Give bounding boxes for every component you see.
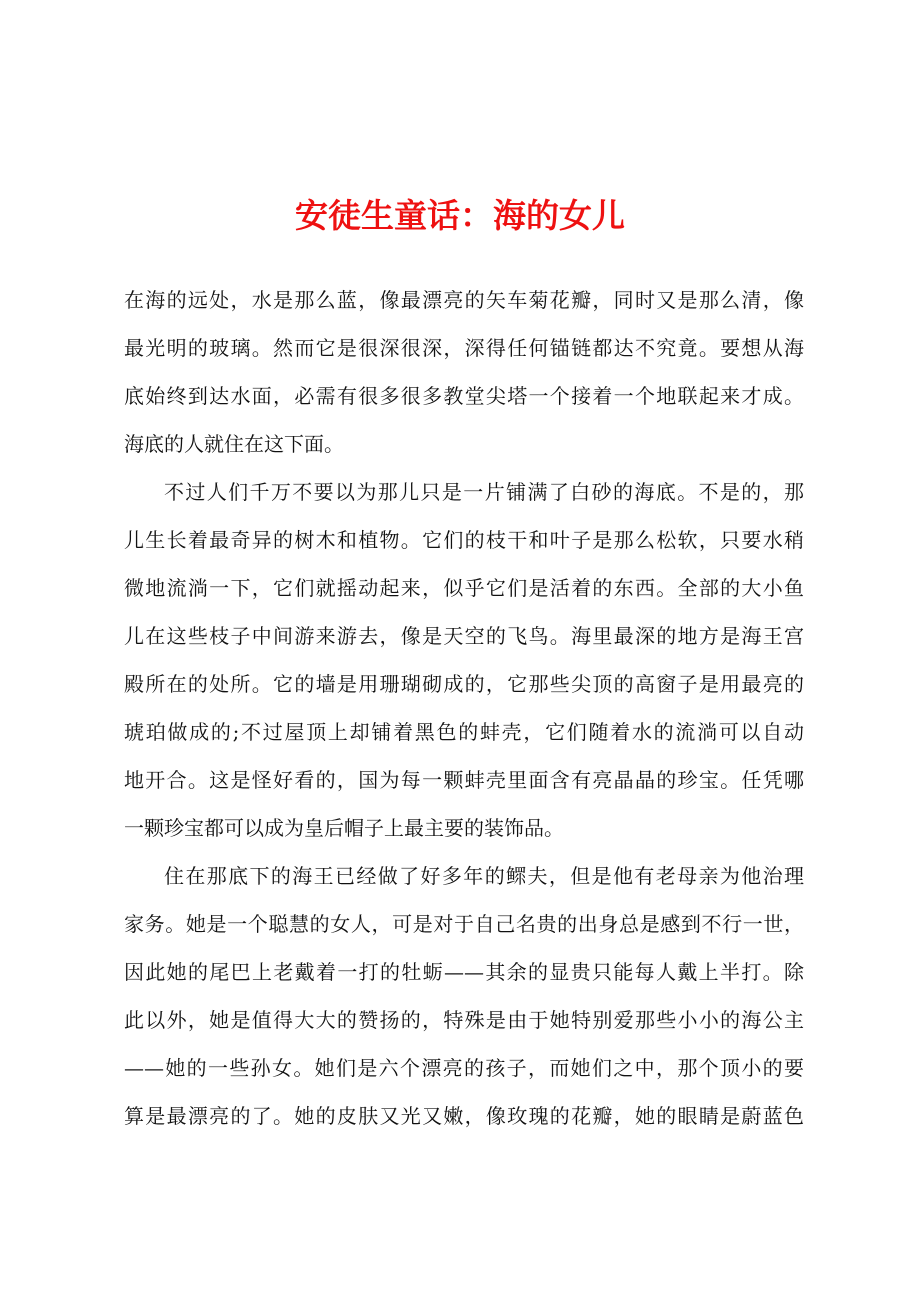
paragraph-line: ——她的一些孙女。她们是六个漂亮的孩子，而她们之中，那个顶小的要: [124, 1056, 804, 1080]
paragraph-line: 底始终到达水面，必需有很多很多教堂尖塔一个接着一个地联起来才成。: [124, 384, 804, 408]
paragraph-line: 最光明的玻璃。然而它是很深很深，深得任何锚链都达不究竟。要想从海: [124, 336, 804, 360]
paragraph-line: 家务。她是一个聪慧的女人，可是对于自己名贵的出身总是感到不行一世，: [124, 912, 804, 936]
paragraph-line: 此以外，她是值得大大的赞扬的，特殊是由于她特别爱那些小小的海公主: [124, 1008, 804, 1032]
paragraph-line: 一颗珍宝都可以成为皇后帽子上最主要的装饰品。: [124, 816, 564, 840]
paragraph-line: 儿生长着最奇异的树木和植物。它们的枝干和叶子是那么松软，只要水稍: [124, 528, 804, 552]
paragraph-3: [124, 852, 804, 1140]
paragraph-line: 地开合。这是怪好看的，国为每一颗蚌壳里面含有亮晶晶的珍宝。任凭哪: [124, 768, 804, 792]
paragraph-line: 殿所在的处所。它的墙是用珊瑚砌成的，它那些尖顶的高窗子是用最亮的: [124, 672, 804, 696]
paragraph-line: 住在那底下的海王已经做了好多年的鳏夫，但是他有老母亲为他治理: [164, 864, 804, 888]
paragraph-line: 琥珀做成的;不过屋顶上却铺着黑色的蚌壳，它们随着水的流淌可以自动: [124, 720, 804, 744]
paragraph-1: [124, 276, 804, 468]
document-body: [124, 276, 804, 1140]
paragraph-2: [124, 468, 804, 852]
paragraph-line: 微地流淌一下，它们就摇动起来，似乎它们是活着的东西。全部的大小鱼: [124, 576, 804, 600]
document-title: 安徒生童话：海的女儿: [295, 196, 625, 235]
paragraph-line: 在海的远处，水是那么蓝，像最漂亮的矢车菊花瓣，同时又是那么清，像: [124, 288, 804, 312]
paragraph-line: 因此她的尾巴上老戴着一打的牡蛎——其余的显贵只能每人戴上半打。除: [124, 960, 804, 984]
paragraph-line: 海底的人就住在这下面。: [124, 432, 344, 456]
paragraph-line: 不过人们千万不要以为那儿只是一片铺满了白砂的海底。不是的，那: [164, 480, 804, 504]
paragraph-line: 儿在这些枝子中间游来游去，像是天空的飞鸟。海里最深的地方是海王宫: [124, 624, 804, 648]
paragraph-line: 算是最漂亮的了。她的皮肤又光又嫩，像玫瑰的花瓣，她的眼睛是蔚蓝色: [124, 1104, 804, 1128]
